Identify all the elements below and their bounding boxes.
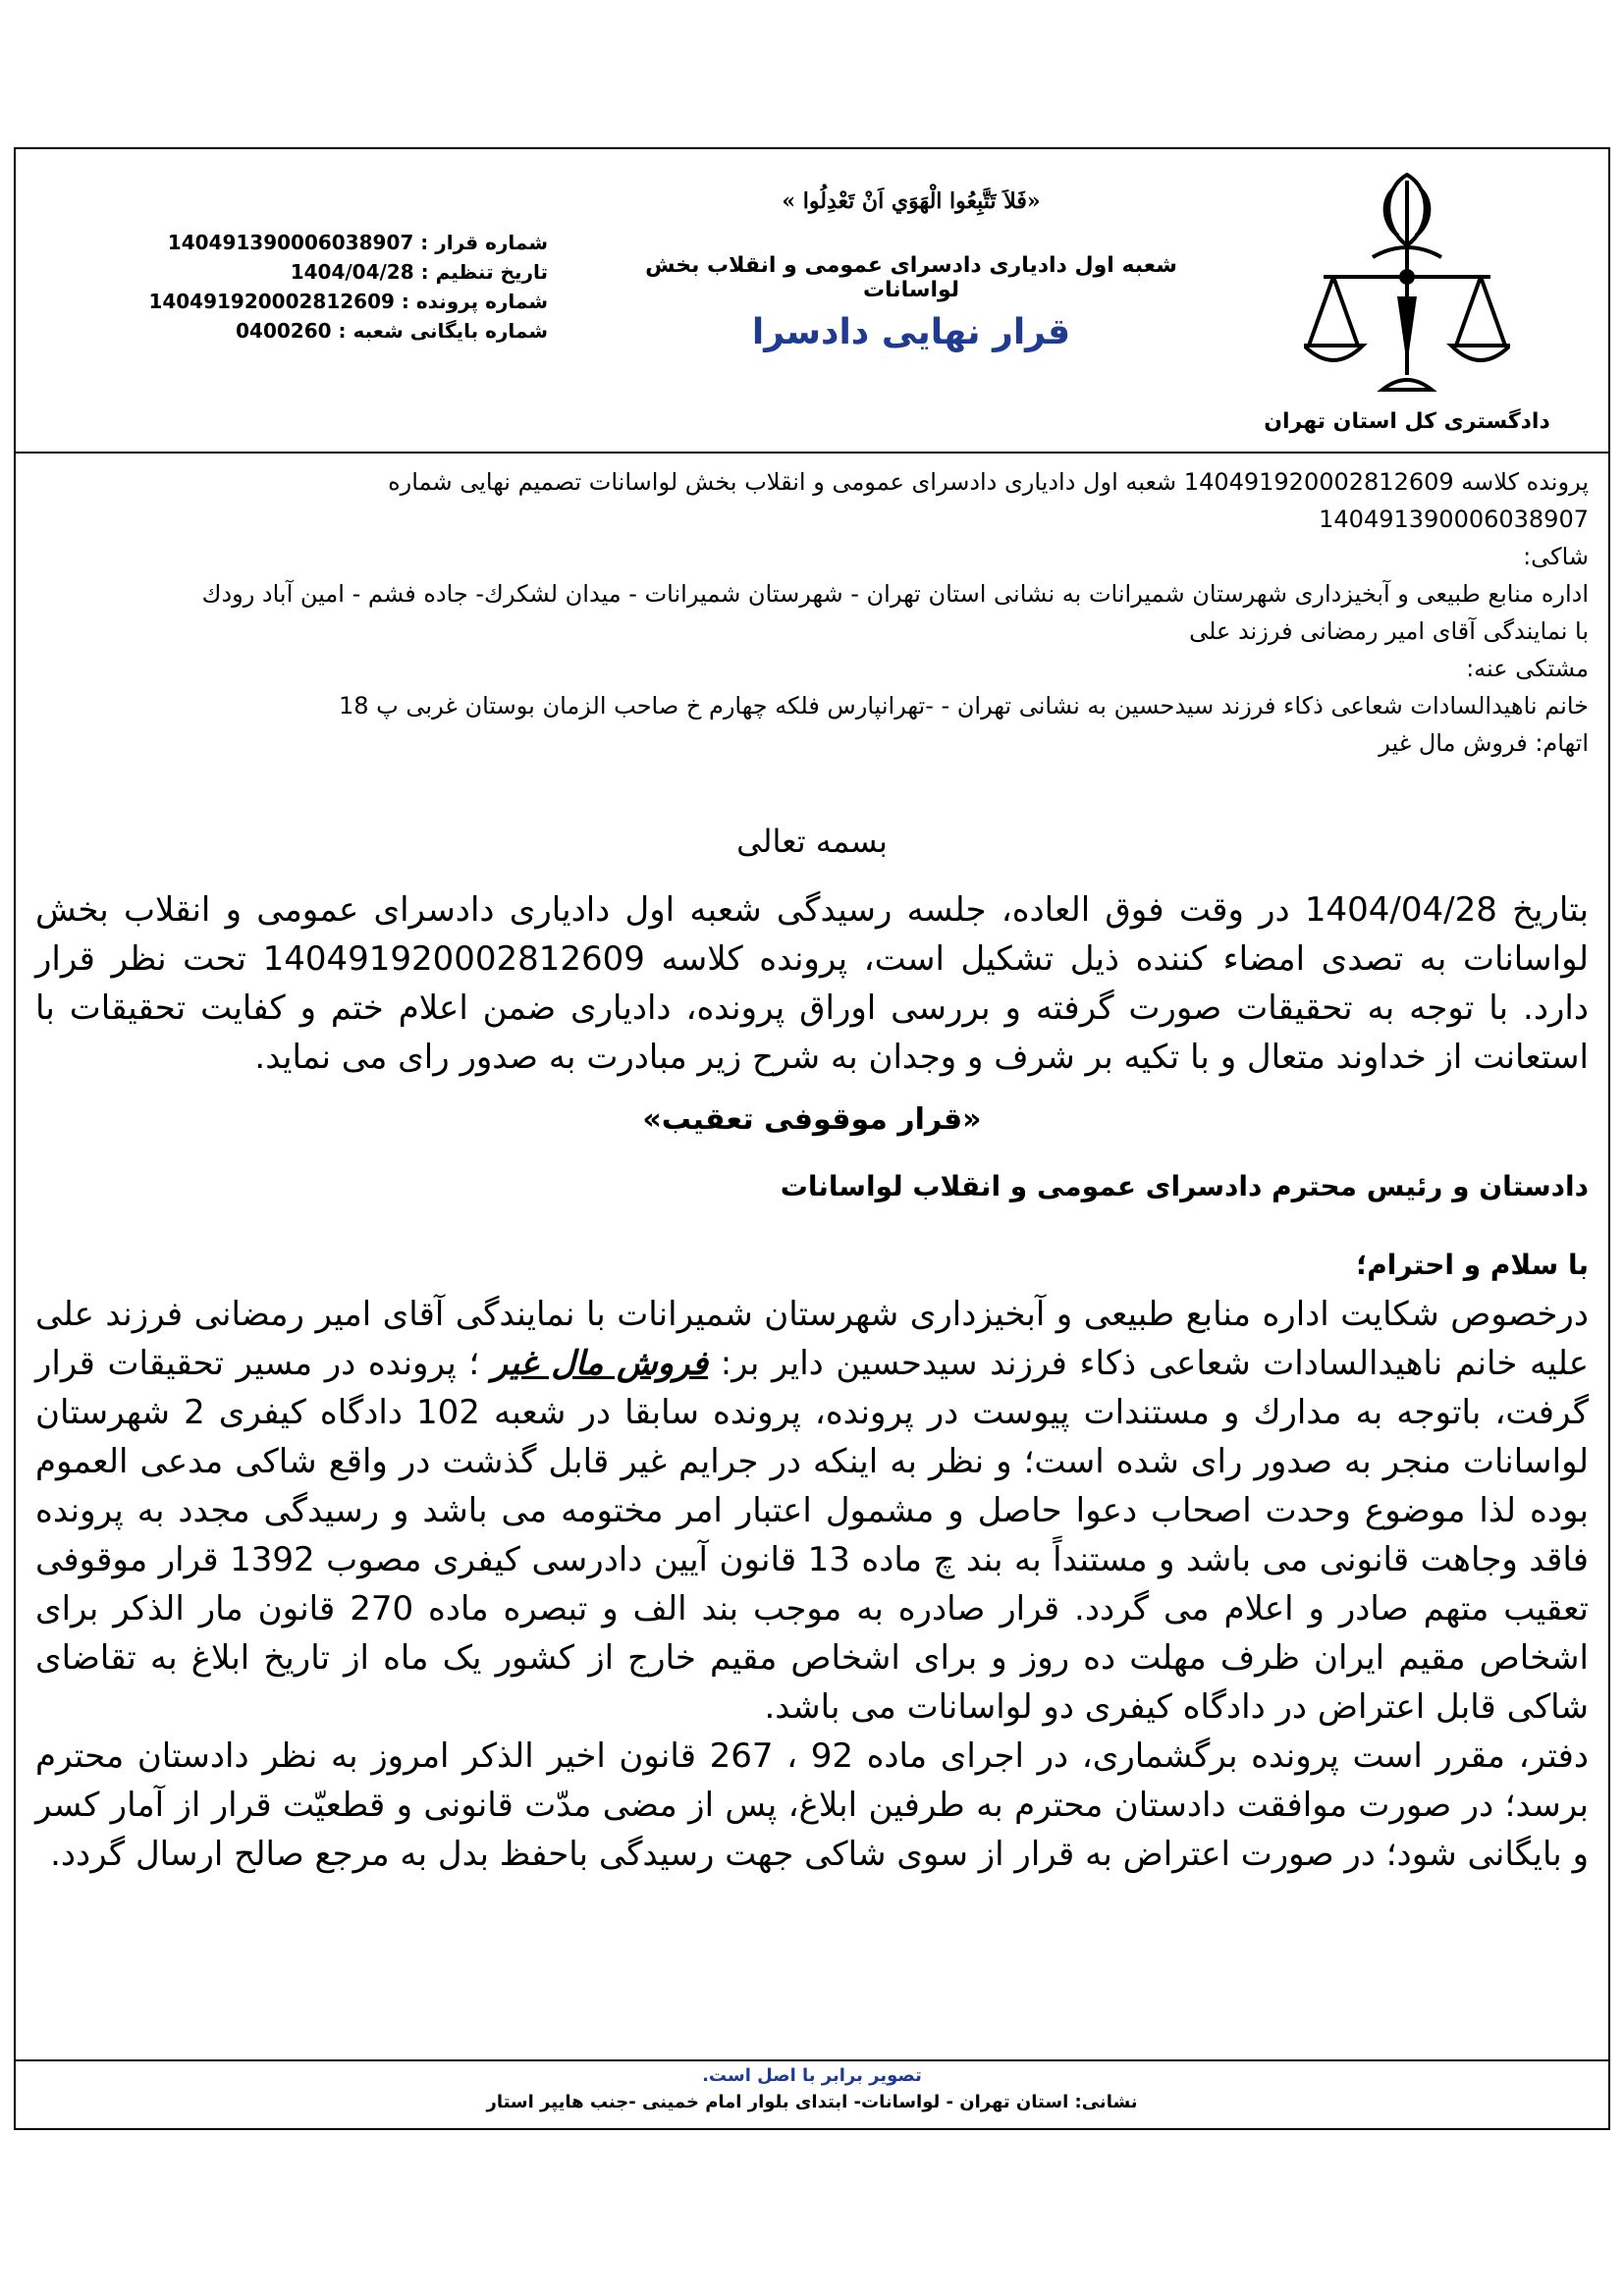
meta-archive-number	[135, 316, 548, 346]
emblem-block	[1245, 169, 1569, 444]
complainant-representative: با نمايندگى آقاى امير رمضانى فرزند على	[1189, 617, 1589, 645]
complainant-label: شاكى:	[1523, 543, 1589, 570]
certified-copy-note: تصوير برابر با اصل است.	[702, 2065, 922, 2086]
meta-label: شماره پرونده :	[401, 290, 548, 313]
charge: اتهام: فروش مال غير	[1379, 729, 1589, 757]
addressee: دادستان و رئيس محترم دادسراى عمومى و انقلاب لواسانات	[780, 1170, 1589, 1202]
meta-value: 1404/04/28	[290, 260, 414, 284]
meta-decision-number	[135, 228, 548, 257]
header-center	[607, 188, 1216, 352]
document-title: قرار نهايى دادسرا	[751, 312, 1071, 352]
main-paragraph-rest: ؛ پرونده در مسير تحقيقات قرار گرفت، باتوجه به مدارك و مستندات پيوست در پرونده، پرونده سابقا در شعبه 102 دادگاه كيفرى 2 شهرستان لواسانات منجر به صدور راى شده است؛ و نظر به اينكه در جرايم غير قابل گذشت در واقع شاكى مدعى العموم بوده لذا موضوع وحدت اصحاب دعوا حاصل و مشمول اعتبار امر مختومه مى باشد و رسيدگى مجدد به پرونده فاقد وجاهت قانونى مى باشد و مستنداً به بند چ ماده 13 قانون آيين دادرسى كيفرى مصوب 1392 قرار موقوفى تعقيب متهم صادر و اعلام مى گردد. قرار صادره به موجب بند الف و تبصره ماده 270 قانون مار الذكر براى اشخاص مقيم ايران ظرف مهلت ده روز و براى اشخاص مقيم خارج از كشور يک ماه از تاريخ ابلاغ به تقاضاى شاكى قابل اعتراض در دادگاه كيفرى دو لواسانات مى باشد.	[35, 1344, 1589, 1727]
document-meta	[135, 228, 548, 346]
case-decision-number: 140491390006038907	[1319, 506, 1589, 533]
document-frame	[14, 147, 1610, 2130]
meta-value: 140491920002812609	[148, 290, 395, 313]
court-name: دادگسترى كل استان تهران	[1264, 409, 1550, 434]
meta-label: تاريخ تنظيم :	[420, 260, 548, 284]
bism-heading: بسمه تعالى	[736, 823, 888, 860]
case-details	[35, 463, 1589, 762]
intro-paragraph: بتاريخ 1404/04/28 در وقت فوق العاده، جلسه رسيدگى شعبه اول داديارى دادسراى عمومى و انقلاب بخش لواسانات به تصدى امضاء كننده ذيل تشكيل است، پرونده كلاسه 140491920002812609 تحت نظر قرار دارد. با توجه به تحقيقات صورت گرفته و بررسى اوراق پرونده، داديارى ضمن اعلام ختم و كفايت تحقيقات با استعانت از خداوند متعال و با تكيه بر شرف و وجدان به شرح زير مبادرت به صدور راى مى نمايد.	[35, 890, 1589, 1077]
decision-title: «قرار موقوفى تعقيب»	[642, 1102, 982, 1137]
document-footer	[16, 2059, 1608, 2128]
main-paragraph-start: درخصوص شكايت اداره منابع طبيعى و آبخيزدارى شهرستان شميرانات با نمايندگى آقاى امير رمضانى فرزند على عليه خانم ناهيدالسادات شعاعى ذكاء فرزند سيدحسين داير بر:	[35, 1295, 1589, 1383]
quran-verse: «فَلاَ تَتَّبِعُوا الْهَوَي اَنْ تَعْدِلُوا »	[782, 188, 1041, 214]
meta-label: شماره قرار :	[420, 231, 548, 254]
case-reference: پرونده كلاسه 140491920002812609 شعبه اول داديارى دادسراى عمومى و انقلاب بخش لواسانات تصميم نهايى شماره	[388, 468, 1589, 496]
document-header	[16, 149, 1608, 454]
meta-case-number	[135, 287, 548, 316]
meta-value: 140491390006038907	[167, 231, 414, 254]
judiciary-emblem-icon	[1304, 169, 1510, 395]
greeting: با سلام و احترام؛	[1356, 1249, 1589, 1281]
defendant-label: مشتكى عنه:	[1466, 655, 1589, 682]
instructions-paragraph: دفتر، مقرر است پرونده برگشمارى، در اجراى ماده 92 ، 267 قانون اخير الذكر امروز به نظر دادستان محترم برسد؛ در صورت موافقت دادستان محترم به طرفين ابلاغ، پس از مضى مدّت قانونى و قطعيّت قرار از آمار كسر و بايگانى شود؛ در صورت اعتراض به قرار از سوى شاكى جهت رسيدگى باحفظ بدل به مرجع صالح ارسال گردد.	[35, 1736, 1590, 1874]
meta-issue-date	[135, 257, 548, 287]
charge-highlight: فروش مال غير	[491, 1344, 709, 1383]
decision-body	[35, 817, 1589, 1879]
defendant: خانم ناهيدالسادات شعاعى ذكاء فرزند سيدحسين به نشانى تهران - -تهرانپارس فلكه چهارم خ صاحب الزمان بوستان غربى پ 18	[338, 692, 1589, 720]
complainant: اداره منابع طبيعى و آبخيزدارى شهرستان شميرانات به نشانى استان تهران - شهرستان شميرانات - ميدان لشكرك- جاده فشم - امين آباد رودك	[201, 580, 1589, 608]
meta-value: 0400260	[236, 319, 332, 343]
court-address: نشانى: استان تهران - لواسانات- ابتداى بلوار امام خمينى -جنب هايپر استار	[486, 2092, 1138, 2112]
meta-label: شماره بايگانى شعبه :	[338, 319, 548, 343]
branch-name: شعبه اول داديارى دادسراى عمومى و انقلاب بخش لواسانات	[645, 253, 1177, 302]
main-paragraph	[35, 1290, 1589, 1732]
